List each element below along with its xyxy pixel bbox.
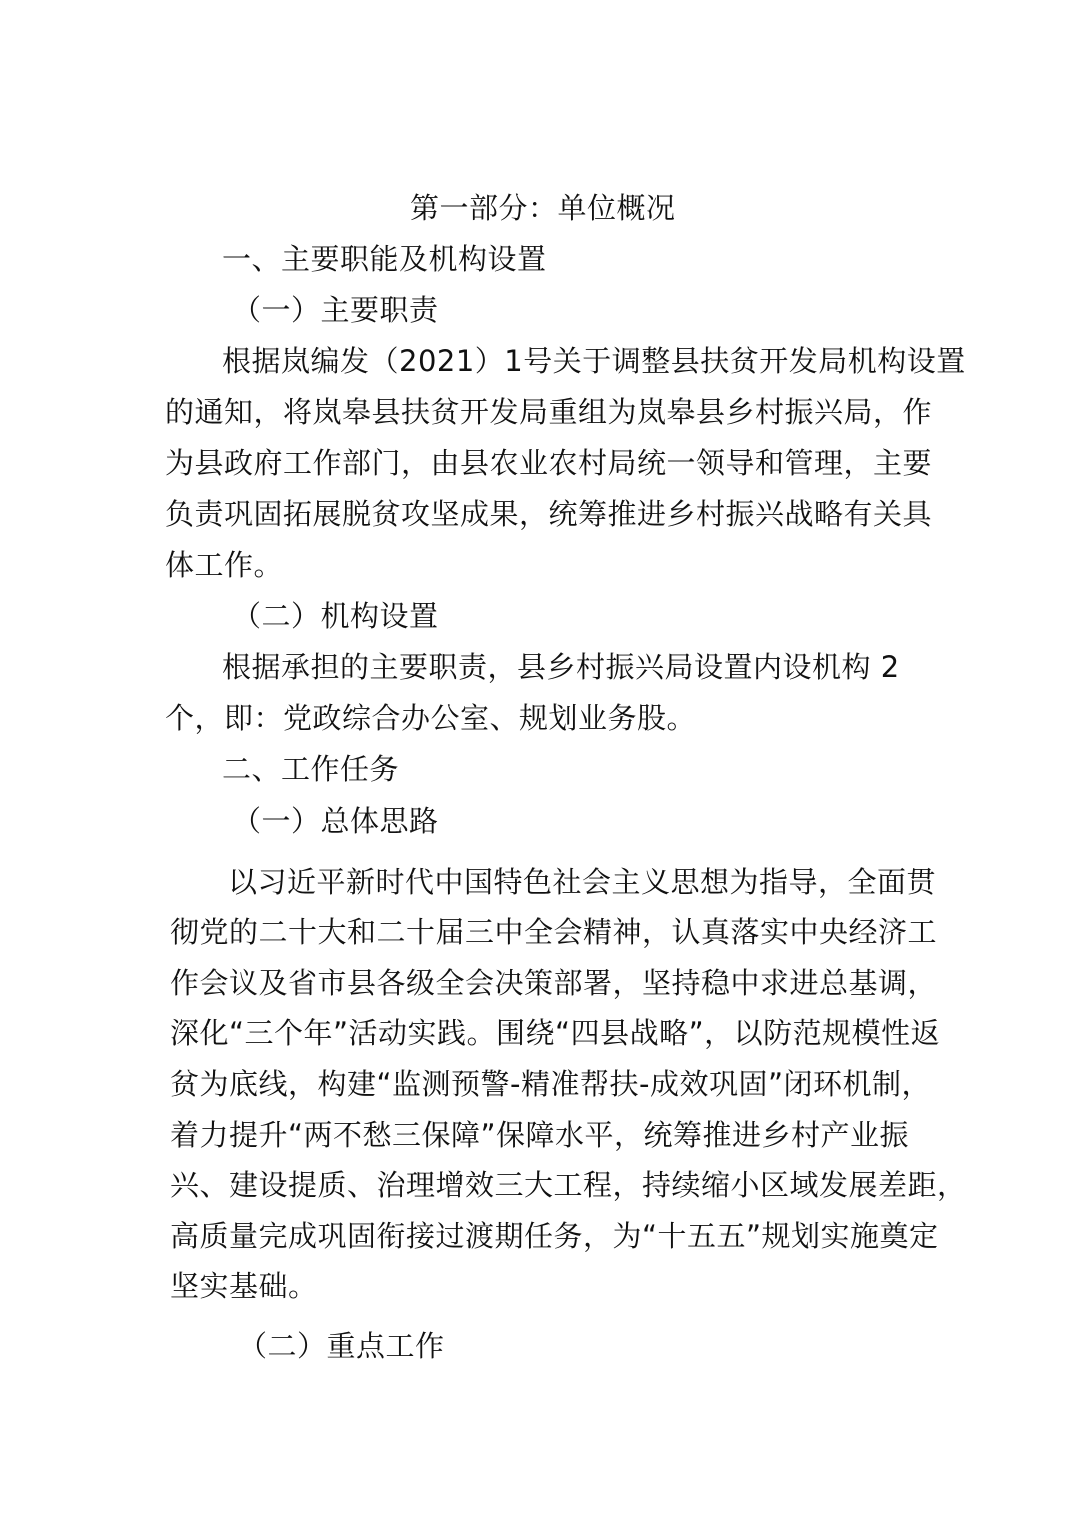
paragraph-line: 彻党的二十大和二十届三中全会精神，认真落实中央经济工 [170, 915, 938, 949]
subsection-heading-responsibilities: （一）主要职责 [232, 293, 439, 327]
paragraph-line: 高质量完成巩固衔接过渡期任务，为“十五五”规划实施奠定 [170, 1219, 939, 1253]
paragraph-line: 着力提升“两不愁三保障”保障水平，统筹推进乡村产业振 [170, 1118, 910, 1152]
paragraph-line: 根据岚编发（2021）1号关于调整县扶贫开发局机构设置 [222, 344, 966, 378]
paragraph-line: 作会议及省市县各级全会决策部署，坚持稳中求进总基调， [170, 966, 938, 1000]
paragraph-line: 为县政府工作部门，由县农业农村局统一领导和管理，主要 [165, 446, 933, 480]
paragraph-line: 负责巩固拓展脱贫攻坚成果，统筹推进乡村振兴战略有关具 [165, 497, 933, 531]
section-heading-1: 一、主要职能及机构设置 [222, 242, 547, 276]
subsection-heading-organization: （二）机构设置 [232, 599, 439, 633]
subsection-heading-key-work: （二）重点工作 [238, 1329, 445, 1363]
paragraph-line: 贫为底线，构建“监测预警-精准帮扶-成效巩固”闭环机制， [170, 1067, 931, 1101]
paragraph-line: 深化“三个年”活动实践。围绕“四县战略”，以防范规模性返 [170, 1016, 941, 1050]
paragraph-line: 体工作。 [165, 548, 284, 582]
paragraph-line: 的通知，将岚皋县扶贫开发局重组为岚皋县乡村振兴局，作 [165, 395, 933, 429]
subsection-heading-overall-approach: （一）总体思路 [232, 804, 439, 838]
paragraph-line: 以习近平新时代中国特色社会主义思想为指导，全面贯 [228, 865, 937, 899]
page-title: 第一部分：单位概况 [410, 191, 676, 225]
paragraph-line: 坚实基础。 [170, 1269, 318, 1303]
paragraph-line: 兴、建设提质、治理增效三大工程，持续缩小区域发展差距， [170, 1168, 967, 1202]
paragraph-line: 根据承担的主要职责，县乡村振兴局设置内设机构 2 [222, 650, 900, 684]
paragraph-line: 个，即：党政综合办公室、规划业务股。 [165, 701, 697, 735]
section-heading-2: 二、工作任务 [222, 752, 400, 786]
